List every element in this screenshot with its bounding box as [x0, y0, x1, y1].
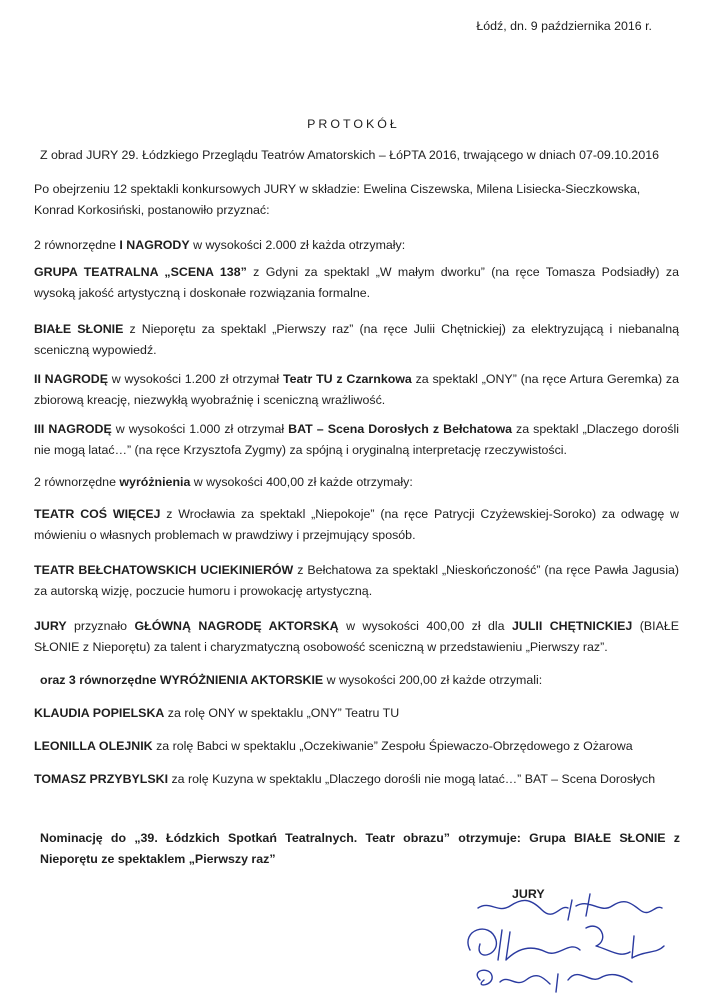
nomination: Nominację do „39. Łódzkich Spotkań Teatralnych. Teatr obrazu” otrzymuje: Grupa BIAŁE SŁONIE z Nieporętu ze spektaklem „Pierwszy raz” [40, 831, 680, 866]
award-scena-138: GRUPA TEATRALNA „SCENA 138” z Gdyni za spektakl „W małym dworku” (na ręce Tomasza Podsiadły) za wysoką jakość artystyczną i doskonałe rozwiązania formalne. [34, 265, 679, 300]
award-second-prize: II NAGRODĘ w wysokości 1.200 zł otrzymał Teatr TU z Czarnkowa za spektakl „ONY” (na ręce Artura Geremka) za zbiorową kreację, niezwykłą wyobraźnię i sceniczną wrażliwość. [34, 372, 679, 407]
first-prize-heading: 2 równorzędne I NAGRODY w wysokości 2.000 zł każda otrzymały: [34, 238, 406, 252]
signature-korkosinski [478, 894, 662, 920]
actor-popielska: KLAUDIA POPIELSKA za rolę ONY w spektaklu „ONY” Teatru TU [34, 706, 400, 720]
signature-ciszewska [477, 970, 632, 992]
award-biale-slonie: BIAŁE SŁONIE z Nieporętu za spektakl „Pierwszy raz” (na ręce Julii Chętnickiej) za elektryzującą i niebanalną sceniczną wypowiedź. [34, 322, 679, 357]
distinctions-heading: 2 równorzędne wyróżnienia w wysokości 400,00 zł każde otrzymały: [34, 475, 413, 489]
signature-lisiecka [468, 926, 664, 960]
award-uciekinierow: TEATR BEŁCHATOWSKICH UCIEKINIERÓW z Bełchatowa za spektakl „Nieskończoność” (na ręce Pawła Jagusia) za autorską wizję, poczucie humoru i prowokację artystyczną. [34, 563, 679, 598]
actor-olejnik: LEONILLA OLEJNIK za rolę Babci w spektaklu „Oczekiwanie” Zespołu Śpiewaczo-Obrzędowego z Ożarowa [34, 739, 633, 753]
acting-distinctions-heading: oraz 3 równorzędne WYRÓŻNIENIA AKTORSKIE w wysokości 200,00 zł każde otrzymali: [40, 673, 543, 687]
intro-paragraph: Po obejrzeniu 12 spektakli konkursowych JURY w składzie: Ewelina Ciszewska, Milena Lisiecka-Sieczkowska, Konrad Korkosiński, postanowiło przyznać: [34, 182, 641, 217]
award-acting-main: JURY przyznało GŁÓWNĄ NAGRODĘ AKTORSKĄ w wysokości 400,00 zł dla JULII CHĘTNICKIEJ (BIAŁE SŁONIE z Nieporętu) za talent i charyzmatyczną osobowość sceniczną w przedstawieniu „Pierwszy raz”. [34, 619, 680, 654]
document-subtitle: Z obrad JURY 29. Łódzkiego Przeglądu Teatrów Amatorskich – ŁóPTA 2016, trwającego w dniach 07-09.10.2016 [40, 148, 659, 162]
jury-signatures [450, 880, 680, 1000]
award-third-prize: III NAGRODĘ w wysokości 1.000 zł otrzymał BAT – Scena Dorosłych z Bełchatowa za spektakl „Dlaczego dorośli nie mogą latać…” (na ręce Krzysztofa Zygmy) za spójną i oryginalną interpretację rzeczywistości. [34, 422, 679, 457]
actor-przybylski: TOMASZ PRZYBYLSKI za rolę Kuzyna w spektaklu „Dlaczego dorośli nie mogą latać…” BAT – Scena Dorosłych [34, 772, 656, 786]
document-title: PROTOKÓŁ [307, 117, 400, 131]
date-line: Łódź, dn. 9 października 2016 r. [476, 19, 652, 33]
award-cos-wiecej: TEATR COŚ WIĘCEJ z Wrocławia za spektakl „Niepokoje” (na ręce Patrycji Czyżewskiej-Soroko) za odwagę w mówieniu o własnych problemach w prawdziwy i przejmujący sposób. [34, 507, 679, 542]
jury-label: JURY [512, 887, 545, 901]
